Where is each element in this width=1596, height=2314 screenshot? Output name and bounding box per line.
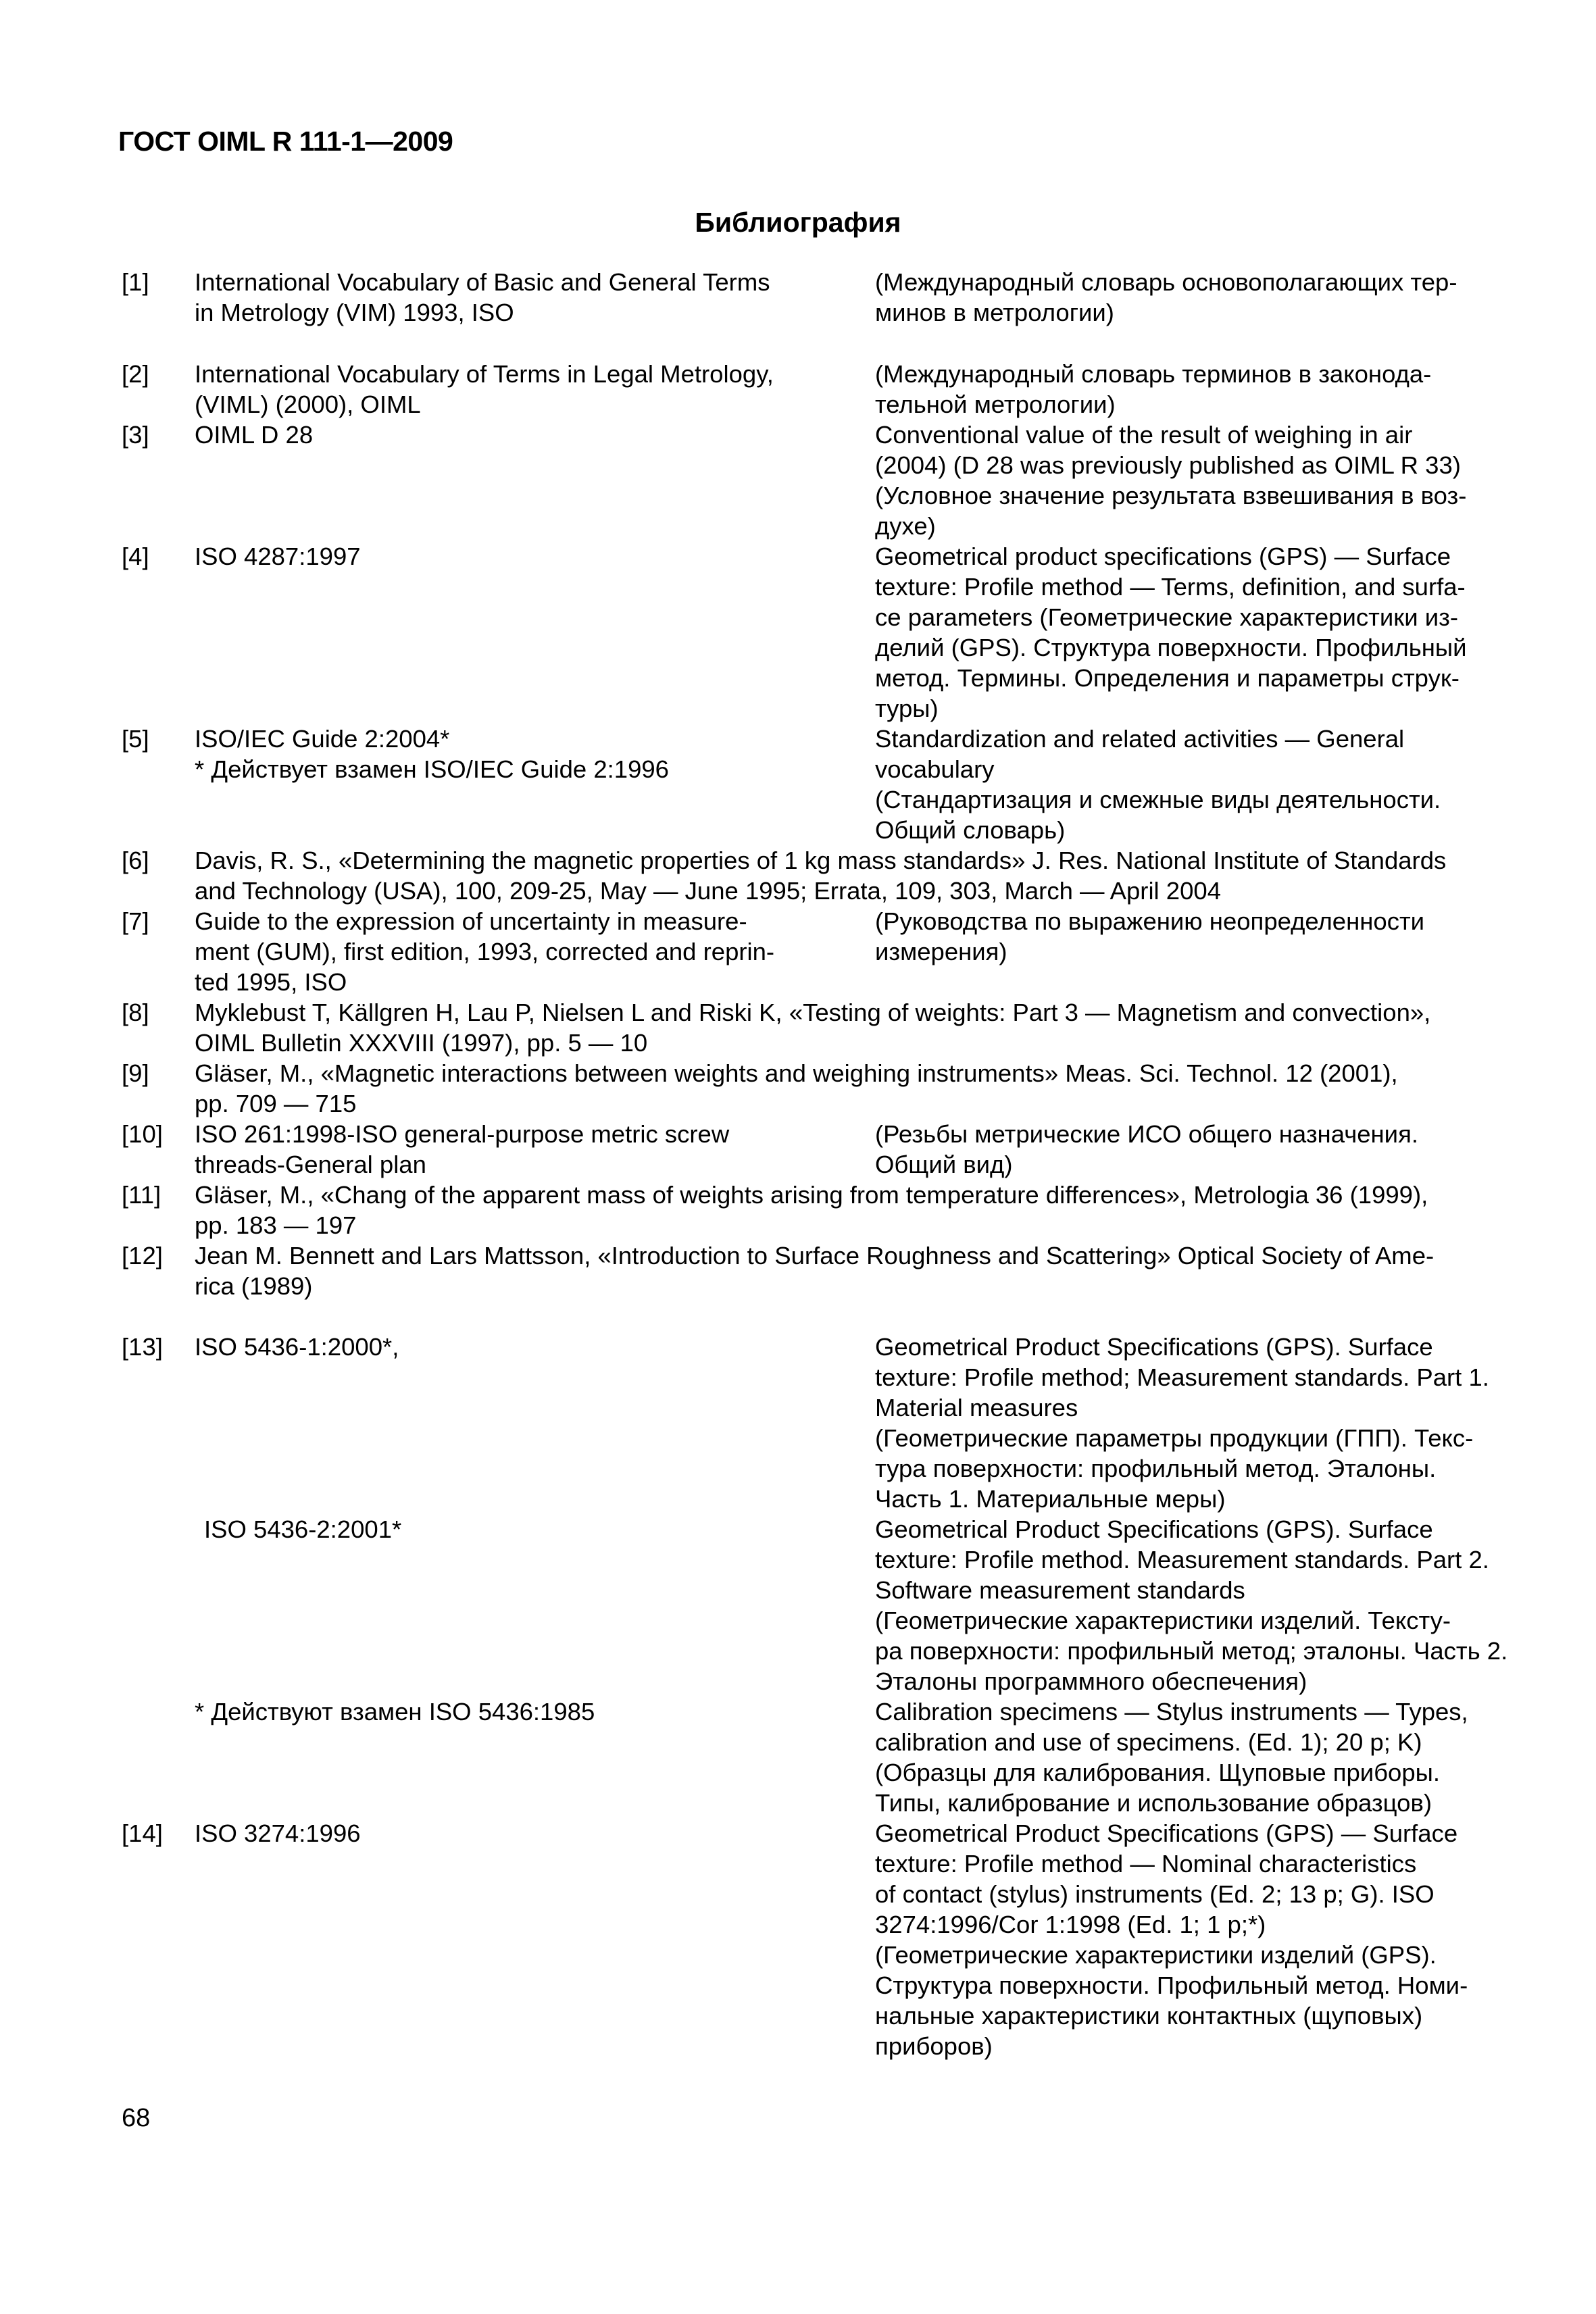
ref-description-line: texture: Profile method — Nominal characteristics [875, 1850, 1417, 1878]
ref-source [195, 1119, 803, 1180]
ref-number: [6] [122, 847, 149, 874]
ref-description [875, 420, 1476, 541]
ref-description-line: (Геометрические характеристики изделий (GPS). [875, 1941, 1437, 1969]
ref-description [875, 1818, 1476, 2061]
ref-description-line: Эталоны программного обеспечения) [875, 1667, 1307, 1695]
ref-source-line: ISO 5436-1:2000*, [195, 1333, 399, 1361]
ref-number: [2] [122, 360, 149, 388]
ref-description [875, 1696, 1476, 1818]
ref-description-line: Material measures [875, 1394, 1078, 1422]
ref-description [875, 1514, 1508, 1696]
ref-description-line: Часть 1. Материальные меры) [875, 1485, 1226, 1513]
ref-full-line: rica (1989) [195, 1272, 313, 1300]
ref-source [195, 541, 803, 572]
ref-description-line: vocabulary [875, 755, 995, 783]
ref-description-line: (Резьбы метрические ИСО общего назначения. [875, 1120, 1418, 1148]
ref-description-line: Calibration specimens — Stylus instruments — Types, [875, 1698, 1468, 1726]
ref-source-line: * Действует взамен ISO/IEC Guide 2:1996 [195, 755, 669, 783]
ref-description-line: calibration and use of specimens. (Ed. 1); 20 p; K) [875, 1728, 1422, 1756]
page-number: 68 [122, 2104, 151, 2132]
ref-description [875, 541, 1476, 724]
ref-description-line: texture: Profile method — Terms, definition, and surfa- [875, 573, 1466, 601]
bibliography-title: Библиография [695, 207, 901, 238]
ref-description-line: Geometrical Product Specifications (GPS). Surface [875, 1333, 1433, 1361]
ref-description-line: (Условное значение результата взвешивания в воз- [875, 482, 1467, 509]
ref-description-line: ра поверхности: профильный метод; эталоны. Часть 2. [875, 1637, 1508, 1665]
ref-source-line: ISO 261:1998-ISO general-purpose metric screw [195, 1120, 730, 1148]
ref-description-line: (Стандартизация и смежные виды деятельности. [875, 786, 1441, 813]
ref-description [875, 1332, 1489, 1514]
ref-description-line: (Геометрические параметры продукции (ГПП). Текс- [875, 1424, 1474, 1452]
ref-description-line: измерения) [875, 938, 1007, 965]
ref-source-line: ISO 5436-2:2001* [204, 1515, 402, 1543]
ref-description-line: Geometrical Product Specifications (GPS) — Surface [875, 1819, 1458, 1847]
ref-full-line: and Technology (USA), 100, 209-25, May — June 1995; Errata, 109, 303, March — April 2004 [195, 877, 1222, 905]
ref-number: [14] [122, 1819, 163, 1847]
ref-full-line: Gläser, M., «Magnetic interactions between weights and weighing instruments» Meas. Sci. Technol. 12 (2001), [195, 1059, 1398, 1087]
ref-full-text [195, 1240, 1476, 1301]
ref-number: [9] [122, 1059, 149, 1087]
ref-number: [10] [122, 1120, 163, 1148]
ref-source [195, 906, 803, 997]
ref-full-text [195, 997, 1476, 1058]
ref-description-line: (Геометрические характеристики изделий. Тексту- [875, 1607, 1451, 1634]
ref-description-line: духе) [875, 512, 936, 540]
ref-description [875, 724, 1476, 845]
ref-source-line: Guide to the expression of uncertainty in measure- [195, 907, 747, 935]
ref-source-line: ISO 4287:1997 [195, 543, 361, 570]
ref-source-line: ISO 3274:1996 [195, 1819, 361, 1847]
standard-header: ГОСТ OIML R 111-1—2009 [118, 126, 453, 157]
ref-source-line: ISO/IEC Guide 2:2004* [195, 725, 450, 753]
ref-full-line: Jean M. Bennett and Lars Mattsson, «Introduction to Surface Roughness and Scattering» Optical Society of Ame- [195, 1242, 1435, 1269]
ref-full-text [195, 1180, 1476, 1240]
ref-source-line: International Vocabulary of Basic and General Terms [195, 268, 770, 296]
ref-description-line: приборов) [875, 2032, 993, 2060]
ref-description-line: of contact (stylus) instruments (Ed. 2; 13 p; G). ISO [875, 1880, 1435, 1908]
ref-description-line: (Руководства по выражению неопределенности [875, 907, 1425, 935]
ref-description-line: (Образцы для калибрования. Щуповые приборы. [875, 1759, 1441, 1786]
ref-description [875, 1119, 1476, 1180]
ref-description-line: Standardization and related activities — General [875, 725, 1405, 753]
ref-full-line: pp. 183 — 197 [195, 1211, 357, 1239]
ref-description-line: Software measurement standards [875, 1576, 1245, 1604]
ref-description-line: Conventional value of the result of weighing in air [875, 421, 1413, 449]
ref-source-line: * Действуют взамен ISO 5436:1985 [195, 1698, 595, 1726]
ref-number: [3] [122, 421, 149, 449]
ref-full-text [195, 845, 1476, 906]
ref-description-line: (Международный словарь терминов в законода- [875, 360, 1432, 388]
ref-source-line: in Metrology (VIM) 1993, ISO [195, 299, 514, 326]
ref-source [195, 420, 803, 450]
ref-source [195, 267, 803, 328]
ref-description [875, 359, 1476, 420]
ref-description-line: Общий словарь) [875, 816, 1066, 844]
ref-description-line: Общий вид) [875, 1151, 1013, 1178]
ref-source-line: International Vocabulary of Terms in Legal Metrology, [195, 360, 774, 388]
ref-description-line: Структура поверхности. Профильный метод. Номи- [875, 1971, 1468, 1999]
ref-number: [7] [122, 907, 149, 935]
ref-description [875, 906, 1476, 967]
ref-source-line: ment (GUM), first edition, 1993, corrected and reprin- [195, 938, 775, 965]
ref-description-line: Geometrical Product Specifications (GPS). Surface [875, 1515, 1433, 1543]
ref-source [195, 1696, 803, 1727]
ref-description-line: тельной метрологии) [875, 391, 1116, 418]
ref-source [195, 1514, 803, 1544]
ref-description-line: туры) [875, 695, 939, 722]
ref-description-line: тура поверхности: профильный метод. Эталоны. [875, 1455, 1437, 1482]
ref-description-line: Geometrical product specifications (GPS) — Surface [875, 543, 1451, 570]
ref-source [195, 1818, 803, 1848]
ref-number: [13] [122, 1333, 163, 1361]
ref-full-line: pp. 709 — 715 [195, 1090, 357, 1117]
ref-source [195, 359, 803, 420]
ref-description-line: 3274:1996/Cor 1:1998 (Ed. 1; 1 p;*) [875, 1911, 1266, 1938]
ref-source-line: OIML D 28 [195, 421, 314, 449]
ref-description-line: Типы, калибрование и использование образцов) [875, 1789, 1432, 1817]
ref-description [875, 267, 1476, 328]
ref-number: [8] [122, 999, 149, 1026]
ref-source [195, 724, 803, 784]
ref-description-line: нальные характеристики контактных (щуповых) [875, 2002, 1423, 2030]
ref-full-text [195, 1058, 1476, 1119]
ref-number: [4] [122, 543, 149, 570]
ref-number: [11] [122, 1181, 161, 1209]
ref-number: [1] [122, 268, 149, 296]
ref-number: [12] [122, 1242, 163, 1269]
ref-description-line: (Международный словарь основополагающих тер- [875, 268, 1457, 296]
ref-full-line: Davis, R. S., «Determining the magnetic properties of 1 kg mass standards» J. Res. National Institute of Standards [195, 847, 1447, 874]
ref-full-line: OIML Bulletin XXXVIII (1997), pp. 5 — 10 [195, 1029, 648, 1057]
ref-source-line: (VIML) (2000), OIML [195, 391, 421, 418]
ref-full-line: Gläser, M., «Chang of the apparent mass of weights arising from temperature differences», Metrologia 36 (1999), [195, 1181, 1428, 1209]
ref-description-line: texture: Profile method; Measurement standards. Part 1. [875, 1363, 1489, 1391]
ref-description-line: делий (GPS). Структура поверхности. Профильный [875, 634, 1467, 661]
ref-description-line: минов в метрологии) [875, 299, 1114, 326]
ref-description-line: (2004) (D 28 was previously published as OIML R 33) [875, 451, 1461, 479]
ref-description-line: ce parameters (Геометрические характеристики из- [875, 603, 1459, 631]
ref-source-line: threads-General plan [195, 1151, 426, 1178]
ref-full-line: Myklebust T, Källgren H, Lau P, Nielsen L and Riski K, «Testing of weights: Part 3 — Magnetism and convection», [195, 999, 1431, 1026]
ref-description-line: метод. Термины. Определения и параметры струк- [875, 664, 1460, 692]
ref-description-line: texture: Profile method. Measurement standards. Part 2. [875, 1546, 1489, 1574]
ref-source [195, 1332, 803, 1362]
ref-source-line: ted 1995, ISO [195, 968, 347, 996]
ref-number: [5] [122, 725, 149, 753]
